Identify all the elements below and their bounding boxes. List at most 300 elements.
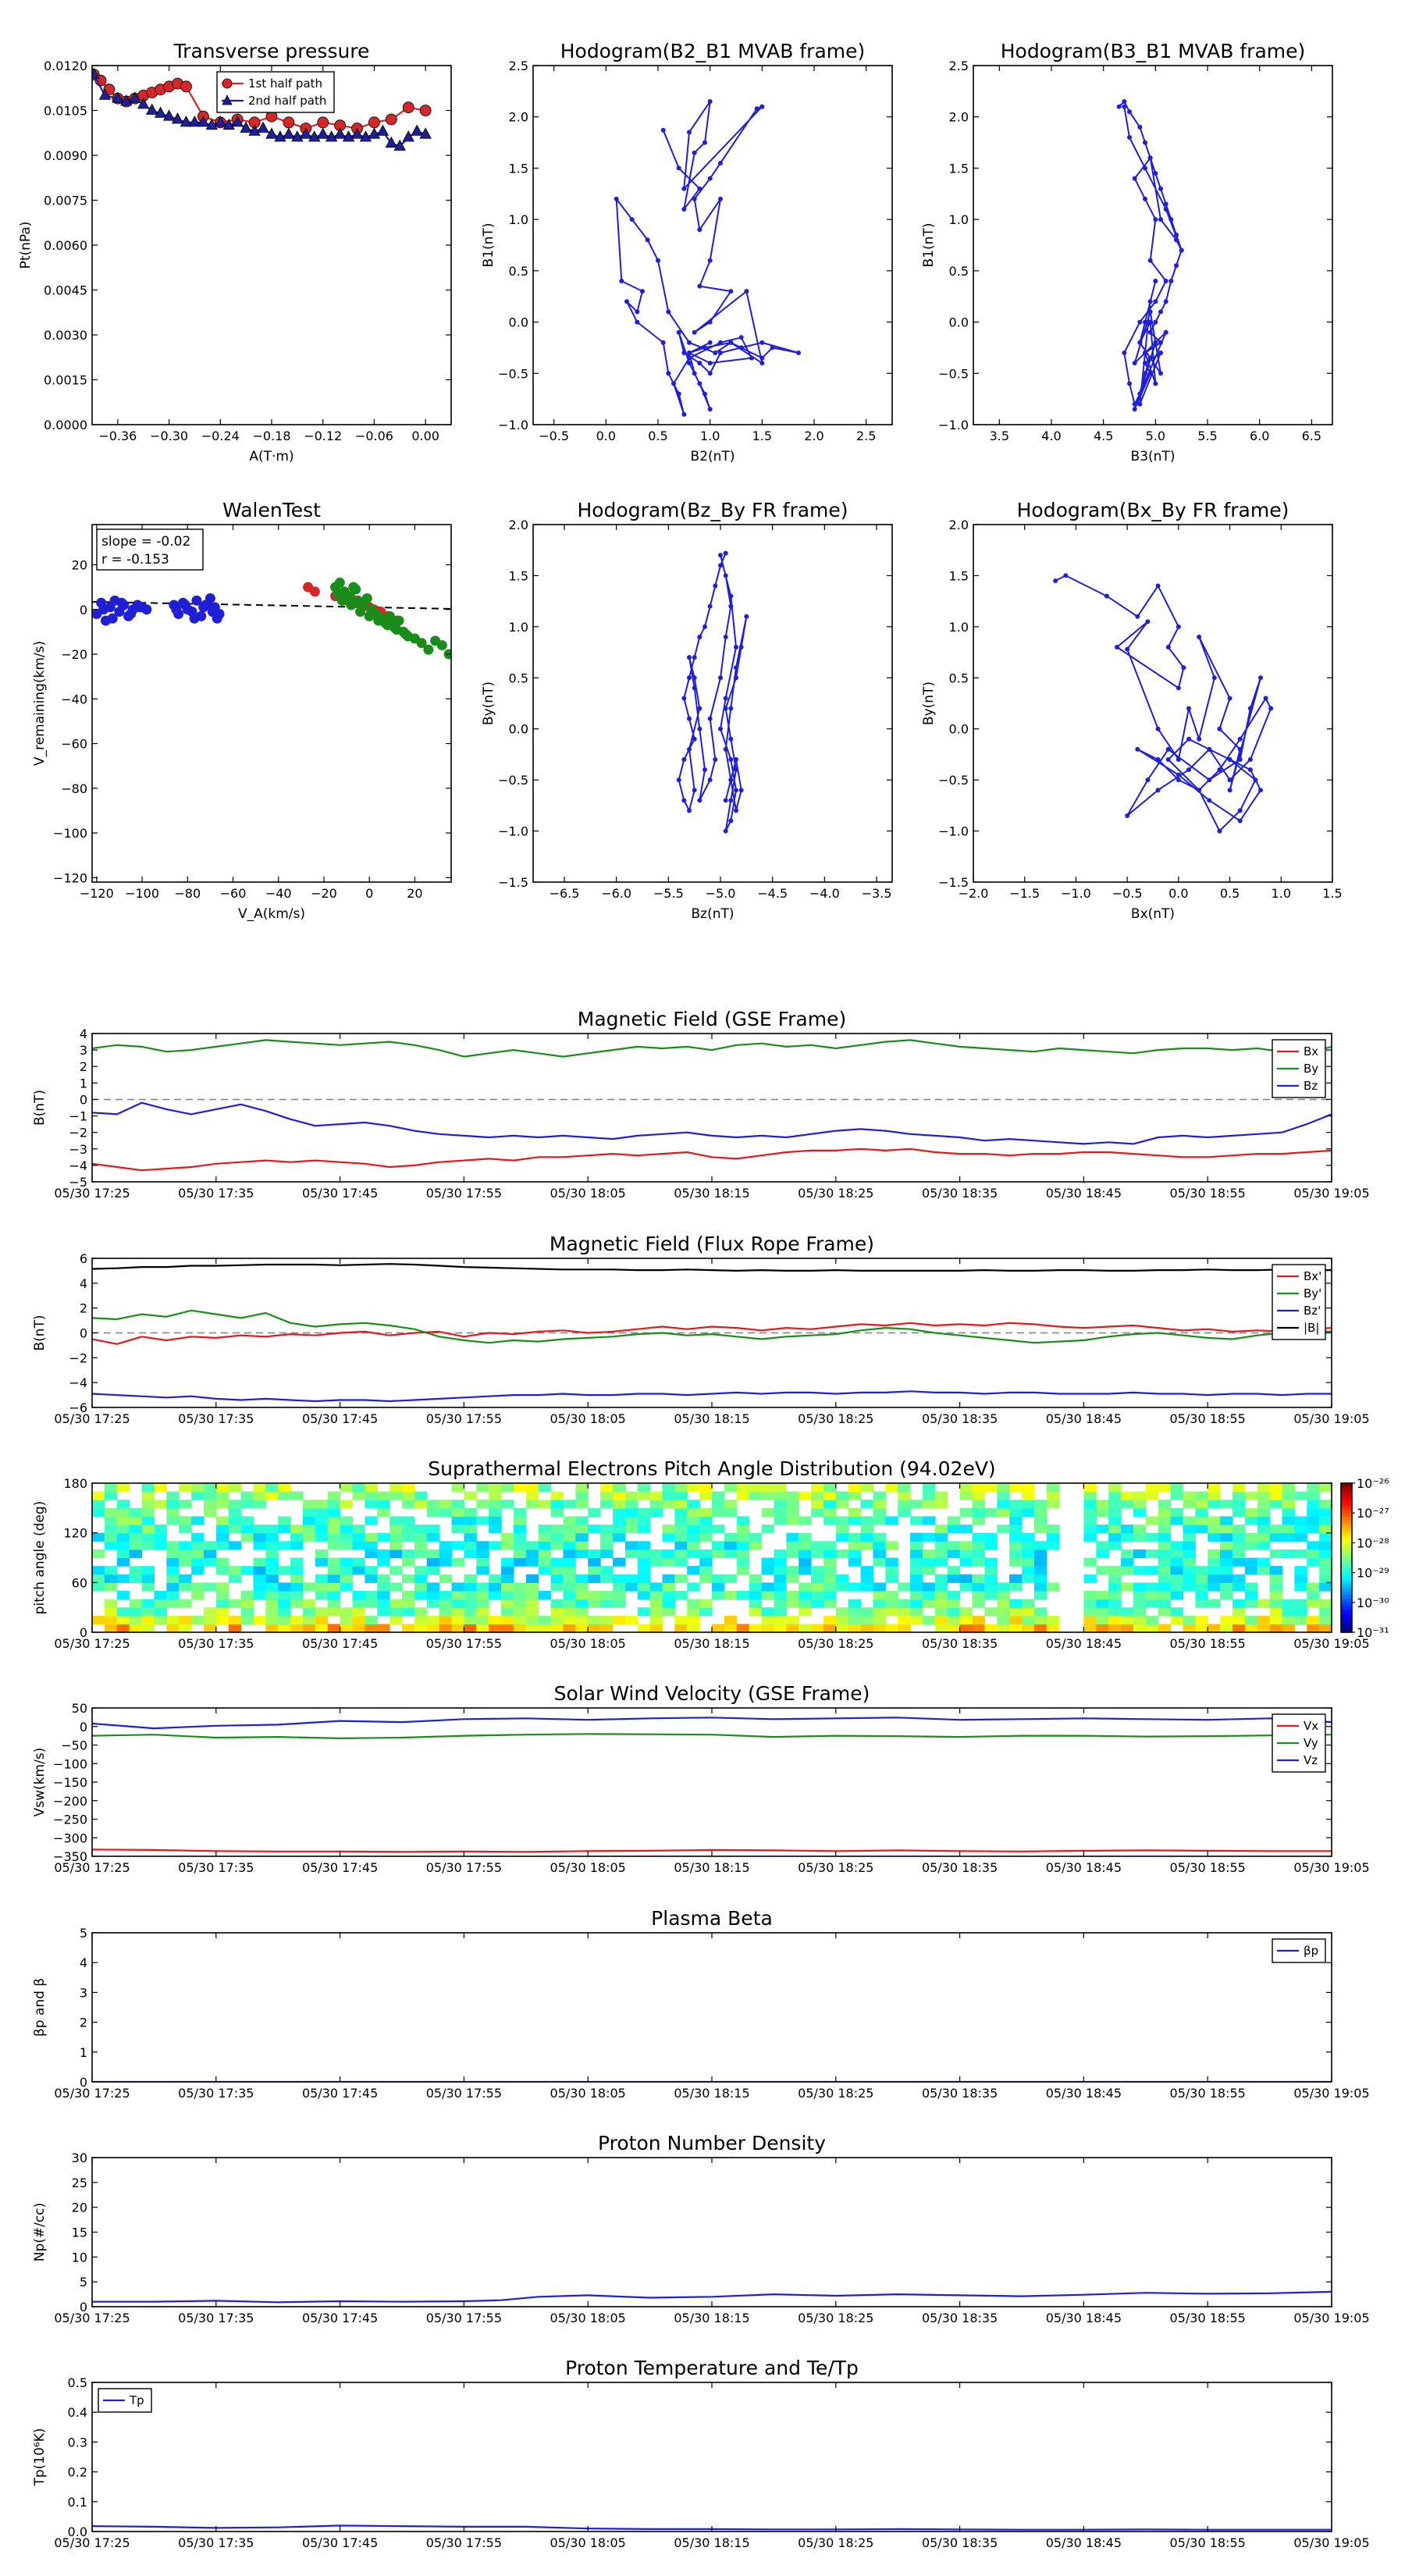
heatmap-cell [588, 1616, 600, 1624]
heatmap-cell [117, 1500, 130, 1508]
x-tick-label: −120 [79, 886, 114, 901]
heatmap-cell [1146, 1616, 1158, 1624]
heatmap-cell [142, 1492, 155, 1500]
heatmap-cell [278, 1483, 290, 1492]
heatmap-cell [972, 1483, 984, 1492]
heatmap-cell [365, 1591, 377, 1599]
data-point [728, 818, 733, 823]
heatmap-cell [737, 1624, 749, 1632]
heatmap-cell [923, 1616, 935, 1624]
heatmap-cell [142, 1574, 155, 1583]
legend-label: Bz [1304, 1079, 1318, 1093]
heatmap-cell [861, 1566, 873, 1574]
heatmap-cell [191, 1591, 204, 1599]
heatmap-cell [898, 1500, 910, 1508]
heatmap-cell [575, 1500, 588, 1508]
data-point [1174, 233, 1179, 237]
heatmap-cell [1208, 1624, 1220, 1632]
heatmap-cell [823, 1492, 836, 1500]
heatmap-cell [278, 1541, 290, 1550]
y-tick-label: 1 [79, 1076, 87, 1091]
heatmap-cell [873, 1599, 885, 1608]
heatmap-cell [712, 1492, 724, 1500]
y-tick-label: −100 [53, 1756, 87, 1772]
heatmap-cell [352, 1566, 365, 1574]
heatmap-cell [799, 1550, 811, 1558]
heatmap-cell [1208, 1574, 1220, 1583]
heatmap-cell [389, 1550, 402, 1558]
series-line [1119, 101, 1182, 409]
heatmap-cell [539, 1541, 551, 1550]
data-point [687, 808, 692, 813]
heatmap-cell [724, 1533, 737, 1542]
heatmap-cell [117, 1591, 130, 1599]
heatmap-cell [1282, 1492, 1294, 1500]
heatmap-cell [588, 1558, 600, 1567]
heatmap-cell [823, 1558, 836, 1567]
heatmap-cell [204, 1582, 216, 1591]
heatmap-cell [575, 1492, 588, 1500]
heatmap-cell [1232, 1582, 1245, 1591]
x-tick-label: −1.0 [1060, 886, 1091, 901]
heatmap-cell [650, 1492, 663, 1500]
heatmap-cell [452, 1591, 464, 1599]
heatmap-cell [1208, 1516, 1220, 1525]
y-axis-label: βp and β [32, 1977, 48, 2037]
heatmap-cell [650, 1616, 663, 1624]
heatmap-cell [1009, 1607, 1022, 1616]
heatmap-cell [799, 1492, 811, 1500]
heatmap-cell [340, 1483, 353, 1492]
data-point [135, 602, 145, 612]
x-tick-label: 05/30 18:45 [1045, 1636, 1122, 1651]
data-point [692, 737, 697, 742]
x-tick-label: 05/30 18:35 [921, 1411, 998, 1426]
heatmap-cell [774, 1582, 786, 1591]
heatmap-cell [1183, 1533, 1195, 1542]
heatmap-cell [526, 1500, 539, 1508]
data-point [697, 284, 702, 289]
data-point [687, 130, 692, 134]
data-point [1217, 767, 1222, 772]
heatmap-cell [105, 1582, 117, 1591]
heatmap-cell [811, 1500, 823, 1508]
x-tick-label: 05/30 17:55 [425, 1411, 503, 1426]
chart-hodogram-bx-by [921, 499, 1343, 922]
heatmap-cell [204, 1492, 216, 1500]
heatmap-cell [328, 1591, 340, 1599]
data-point [1153, 340, 1158, 345]
heatmap-cell [105, 1525, 117, 1533]
heatmap-cell [749, 1582, 762, 1591]
heatmap-cell [1047, 1492, 1059, 1500]
heatmap-cell [1319, 1599, 1332, 1608]
heatmap-cell [315, 1550, 328, 1558]
heatmap-cell [563, 1558, 575, 1567]
heatmap-cell [1133, 1582, 1146, 1591]
heatmap-cell [687, 1525, 699, 1533]
data-point [739, 345, 744, 350]
heatmap-cell [191, 1492, 204, 1500]
heatmap-cell [972, 1508, 984, 1517]
heatmap-cell [1034, 1607, 1047, 1616]
data-point [728, 604, 733, 609]
heatmap-cell [402, 1591, 414, 1599]
heatmap-cell [811, 1624, 823, 1632]
data-point [692, 675, 697, 680]
heatmap-cell [278, 1599, 290, 1608]
data-point [335, 578, 345, 588]
colorbar-segment [1341, 1554, 1352, 1558]
heatmap-cell [811, 1582, 823, 1591]
y-axis-label: V_remaining(km/s) [32, 640, 48, 767]
x-tick-label: 05/30 18:55 [1169, 1411, 1246, 1426]
heatmap-cell [948, 1550, 960, 1558]
series-0 [91, 593, 224, 626]
data-point [1133, 402, 1137, 407]
x-tick-label: 05/30 17:25 [54, 1636, 130, 1651]
heatmap-cell [389, 1483, 402, 1492]
heatmap-cell [166, 1591, 179, 1599]
heatmap-cell [352, 1558, 365, 1567]
data-point [369, 609, 379, 619]
heatmap-cell [1133, 1607, 1146, 1616]
colorbar-segment [1341, 1532, 1352, 1535]
heatmap-cell [638, 1541, 650, 1550]
heatmap-cell [1270, 1591, 1282, 1599]
heatmap-cell [526, 1541, 539, 1550]
x-tick-label: −5.0 [705, 886, 736, 901]
heatmap-cell [303, 1599, 315, 1608]
x-tick-label: −0.5 [1112, 886, 1143, 901]
heatmap-cell [699, 1533, 712, 1542]
heatmap-cell [241, 1616, 254, 1624]
heatmap-cell [1208, 1550, 1220, 1558]
heatmap-cell [265, 1599, 278, 1608]
heatmap-cell [303, 1533, 315, 1542]
x-tick-label: 05/30 18:15 [674, 2311, 750, 2325]
heatmap-cell [836, 1550, 848, 1558]
data-point [1153, 279, 1158, 283]
heatmap-cell [997, 1492, 1009, 1500]
y-tick-label: 1.0 [508, 212, 528, 228]
y-tick-label: 0.0 [67, 2524, 87, 2539]
data-point [718, 727, 723, 731]
heatmap-cell [811, 1599, 823, 1608]
y-axis-label: Pt(nPa) [18, 221, 34, 269]
heatmap-cell [836, 1525, 848, 1533]
heatmap-cell [960, 1582, 973, 1591]
heatmap-cell [563, 1616, 575, 1624]
heatmap-cell [799, 1516, 811, 1525]
heatmap-cell [1034, 1616, 1047, 1624]
heatmap-cell [1183, 1492, 1195, 1500]
x-tick-label: 05/30 17:35 [178, 2311, 254, 2325]
heatmap-cell [1158, 1558, 1171, 1567]
heatmap-cell [191, 1516, 204, 1525]
x-tick-label: −0.18 [252, 429, 291, 443]
y-tick-label: 0.4 [67, 2405, 87, 2421]
data-point [677, 777, 681, 782]
heatmap-cell [786, 1541, 799, 1550]
data-point [420, 105, 431, 116]
heatmap-cell [1232, 1624, 1245, 1632]
heatmap-cell [1183, 1574, 1195, 1583]
heatmap-cell [105, 1574, 117, 1583]
heatmap-cell [1047, 1624, 1059, 1632]
y-axis-label: By(nT) [921, 681, 937, 726]
heatmap-cell [1121, 1492, 1133, 1500]
heatmap-cell [898, 1492, 910, 1500]
heatmap-cell [514, 1516, 526, 1525]
data-point [1148, 299, 1153, 304]
chart-title: Hodogram(B2_B1 MVAB frame) [560, 40, 866, 62]
data-point [1104, 594, 1109, 599]
heatmap-cell [1257, 1492, 1270, 1500]
data-point [1164, 279, 1168, 283]
heatmap-cell [1047, 1533, 1059, 1542]
heatmap-cell [278, 1582, 290, 1591]
heatmap-cell [910, 1591, 923, 1599]
heatmap-cell [278, 1607, 290, 1616]
data-point [1197, 635, 1201, 639]
x-tick-label: 5.5 [1197, 429, 1218, 443]
x-tick-label: 05/30 18:35 [921, 1186, 998, 1201]
heatmap-cell [1270, 1550, 1282, 1558]
heatmap-cell [1195, 1566, 1208, 1574]
data-point [1156, 757, 1161, 762]
heatmap-cell [972, 1500, 984, 1508]
x-tick-label: 05/30 18:55 [1169, 1636, 1246, 1651]
heatmap-cell [328, 1624, 340, 1632]
heatmap-cell [836, 1582, 848, 1591]
colorbar-segment [1341, 1624, 1352, 1628]
heatmap-cell [489, 1516, 501, 1525]
plot-frame [533, 525, 892, 882]
heatmap-cell [674, 1525, 687, 1533]
heatmap-cell [526, 1591, 539, 1599]
heatmap-cell [935, 1607, 948, 1616]
heatmap-cell [402, 1483, 414, 1492]
data-point [377, 125, 388, 135]
y-tick-label: 0 [79, 1625, 87, 1640]
heatmap-cell [303, 1516, 315, 1525]
heatmap-cell [179, 1483, 191, 1492]
chart-magnetic-field-fr [32, 1233, 1370, 1426]
heatmap-cell [1083, 1483, 1096, 1492]
data-point [713, 350, 717, 355]
heatmap-cell [1257, 1616, 1270, 1624]
y-tick-label: −5 [69, 1175, 87, 1190]
heatmap-cell [154, 1500, 166, 1508]
heatmap-cell [352, 1607, 365, 1616]
heatmap-cell [1270, 1566, 1282, 1574]
data-point [368, 117, 379, 128]
heatmap-cell [1108, 1566, 1121, 1574]
heatmap-cell [1133, 1616, 1146, 1624]
heatmap-cell [923, 1483, 935, 1492]
heatmap-cell [638, 1566, 650, 1574]
heatmap-cell [1270, 1500, 1282, 1508]
data-point [697, 227, 702, 232]
heatmap-cell [575, 1582, 588, 1591]
heatmap-cell [389, 1599, 402, 1608]
heatmap-cell [489, 1500, 501, 1508]
heatmap-cell [948, 1624, 960, 1632]
heatmap-cell [1257, 1508, 1270, 1517]
y-tick-label: −0.5 [498, 366, 528, 382]
heatmap-cell [290, 1492, 303, 1500]
heatmap-cell [1319, 1525, 1332, 1533]
x-tick-label: −20 [311, 886, 337, 901]
heatmap-cell [712, 1541, 724, 1550]
heatmap-cell [575, 1541, 588, 1550]
heatmap-cell [315, 1533, 328, 1542]
data-point [724, 551, 728, 556]
heatmap-cell [365, 1616, 377, 1624]
heatmap-cell [1232, 1525, 1245, 1533]
heatmap-cell [613, 1574, 625, 1583]
x-tick-label: 05/30 17:35 [178, 1186, 254, 1201]
heatmap-cell [489, 1591, 501, 1599]
heatmap-cell [724, 1591, 737, 1599]
heatmap-cell [501, 1566, 514, 1574]
heatmap-cell [1108, 1516, 1121, 1525]
y-tick-label: −2 [69, 1350, 87, 1366]
x-tick-label: 05/30 17:45 [301, 1186, 379, 1201]
heatmap-cell [352, 1483, 365, 1492]
heatmap-cell [811, 1483, 823, 1492]
data-point [1228, 788, 1232, 792]
x-tick-label: 05/30 18:05 [550, 1860, 626, 1875]
data-point [708, 176, 713, 181]
data-point [692, 197, 697, 201]
heatmap-cell [1270, 1607, 1282, 1616]
x-tick-label: 05/30 18:05 [550, 2311, 626, 2325]
heatmap-cell [650, 1508, 663, 1517]
heatmap-cell [154, 1607, 166, 1616]
data-point [1212, 675, 1217, 680]
heatmap-cell [117, 1525, 130, 1533]
heatmap-cell [972, 1624, 984, 1632]
heatmap-cell [972, 1516, 984, 1525]
heatmap-cell [92, 1574, 105, 1583]
heatmap-cell [551, 1566, 564, 1574]
data-point [640, 289, 645, 294]
heatmap-cell [142, 1516, 155, 1525]
heatmap-cell [811, 1591, 823, 1599]
heatmap-cell [1034, 1500, 1047, 1508]
series-line [92, 1264, 1332, 1271]
heatmap-cells [92, 1483, 1332, 1633]
chart-title: Plasma Beta [651, 1907, 773, 1930]
heatmap-cell [588, 1599, 600, 1608]
heatmap-cell [650, 1550, 663, 1558]
heatmap-cell [774, 1616, 786, 1624]
chart-title: Hodogram(Bx_By FR frame) [1016, 499, 1289, 521]
data-point [1217, 829, 1222, 834]
data-point [1145, 619, 1150, 624]
heatmap-cell [526, 1483, 539, 1492]
heatmap-cell [1047, 1582, 1059, 1591]
data-point [718, 161, 723, 165]
heatmap-cell [997, 1591, 1009, 1599]
y-tick-label: −150 [53, 1775, 87, 1790]
heatmap-cell [861, 1624, 873, 1632]
heatmap-cell [910, 1533, 923, 1542]
heatmap-cell [303, 1616, 315, 1624]
heatmap-cell [464, 1616, 476, 1624]
data-point [1186, 706, 1191, 711]
heatmap-cell [1133, 1599, 1146, 1608]
heatmap-cell [1195, 1500, 1208, 1508]
heatmap-cell [117, 1624, 130, 1632]
heatmap-cell [315, 1500, 328, 1508]
x-tick-label: −0.36 [98, 429, 137, 443]
heatmap-cell [1257, 1516, 1270, 1525]
heatmap-cell [1121, 1616, 1133, 1624]
heatmap-cell [476, 1591, 489, 1599]
heatmap-cell [1096, 1566, 1108, 1574]
heatmap-cell [948, 1599, 960, 1608]
heatmap-cell [674, 1550, 687, 1558]
heatmap-cell [328, 1492, 340, 1500]
heatmap-cell [142, 1541, 155, 1550]
data-point [333, 589, 343, 599]
data-point [646, 237, 650, 242]
heatmap-cell [1009, 1558, 1022, 1567]
heatmap-cell [848, 1533, 861, 1542]
heatmap-cell [823, 1483, 836, 1492]
heatmap-cell [1171, 1516, 1183, 1525]
y-tick-label: 1.5 [948, 161, 969, 176]
heatmap-cell [439, 1574, 452, 1583]
y-tick-label: 0 [79, 2075, 87, 2090]
y-tick-label: 5 [79, 1926, 87, 1941]
x-tick-label: 05/30 18:45 [1045, 1860, 1122, 1875]
data-point [734, 665, 738, 670]
legend-label: By' [1304, 1286, 1322, 1300]
heatmap-cell [130, 1616, 142, 1624]
heatmap-cell [972, 1533, 984, 1542]
heatmap-cell [1195, 1599, 1208, 1608]
heatmap-cell [613, 1500, 625, 1508]
x-tick-label: 05/30 18:15 [674, 1860, 750, 1875]
series-line [92, 1717, 1332, 1728]
heatmap-cell [253, 1582, 265, 1591]
heatmap-cell [885, 1607, 898, 1616]
heatmap-cell [823, 1616, 836, 1624]
heatmap-cell [377, 1624, 389, 1632]
heatmap-cell [204, 1508, 216, 1517]
colorbar-segment [1341, 1588, 1352, 1592]
heatmap-cell [724, 1500, 737, 1508]
legend-label: Vz [1304, 1753, 1318, 1767]
x-tick-label: 05/30 18:55 [1169, 1186, 1246, 1201]
data-point [386, 114, 397, 125]
heatmap-cell [377, 1550, 389, 1558]
heatmap-cell [861, 1607, 873, 1616]
data-point [1133, 361, 1137, 365]
heatmap-cell [265, 1616, 278, 1624]
x-tick-label: 05/30 18:05 [550, 1186, 626, 1201]
heatmap-cell [563, 1566, 575, 1574]
heatmap-cell [588, 1525, 600, 1533]
data-point [1248, 767, 1253, 772]
legend [1272, 1714, 1325, 1772]
x-tick-label: 05/30 18:35 [921, 2311, 998, 2325]
x-tick-label: 05/30 17:45 [301, 2311, 379, 2325]
